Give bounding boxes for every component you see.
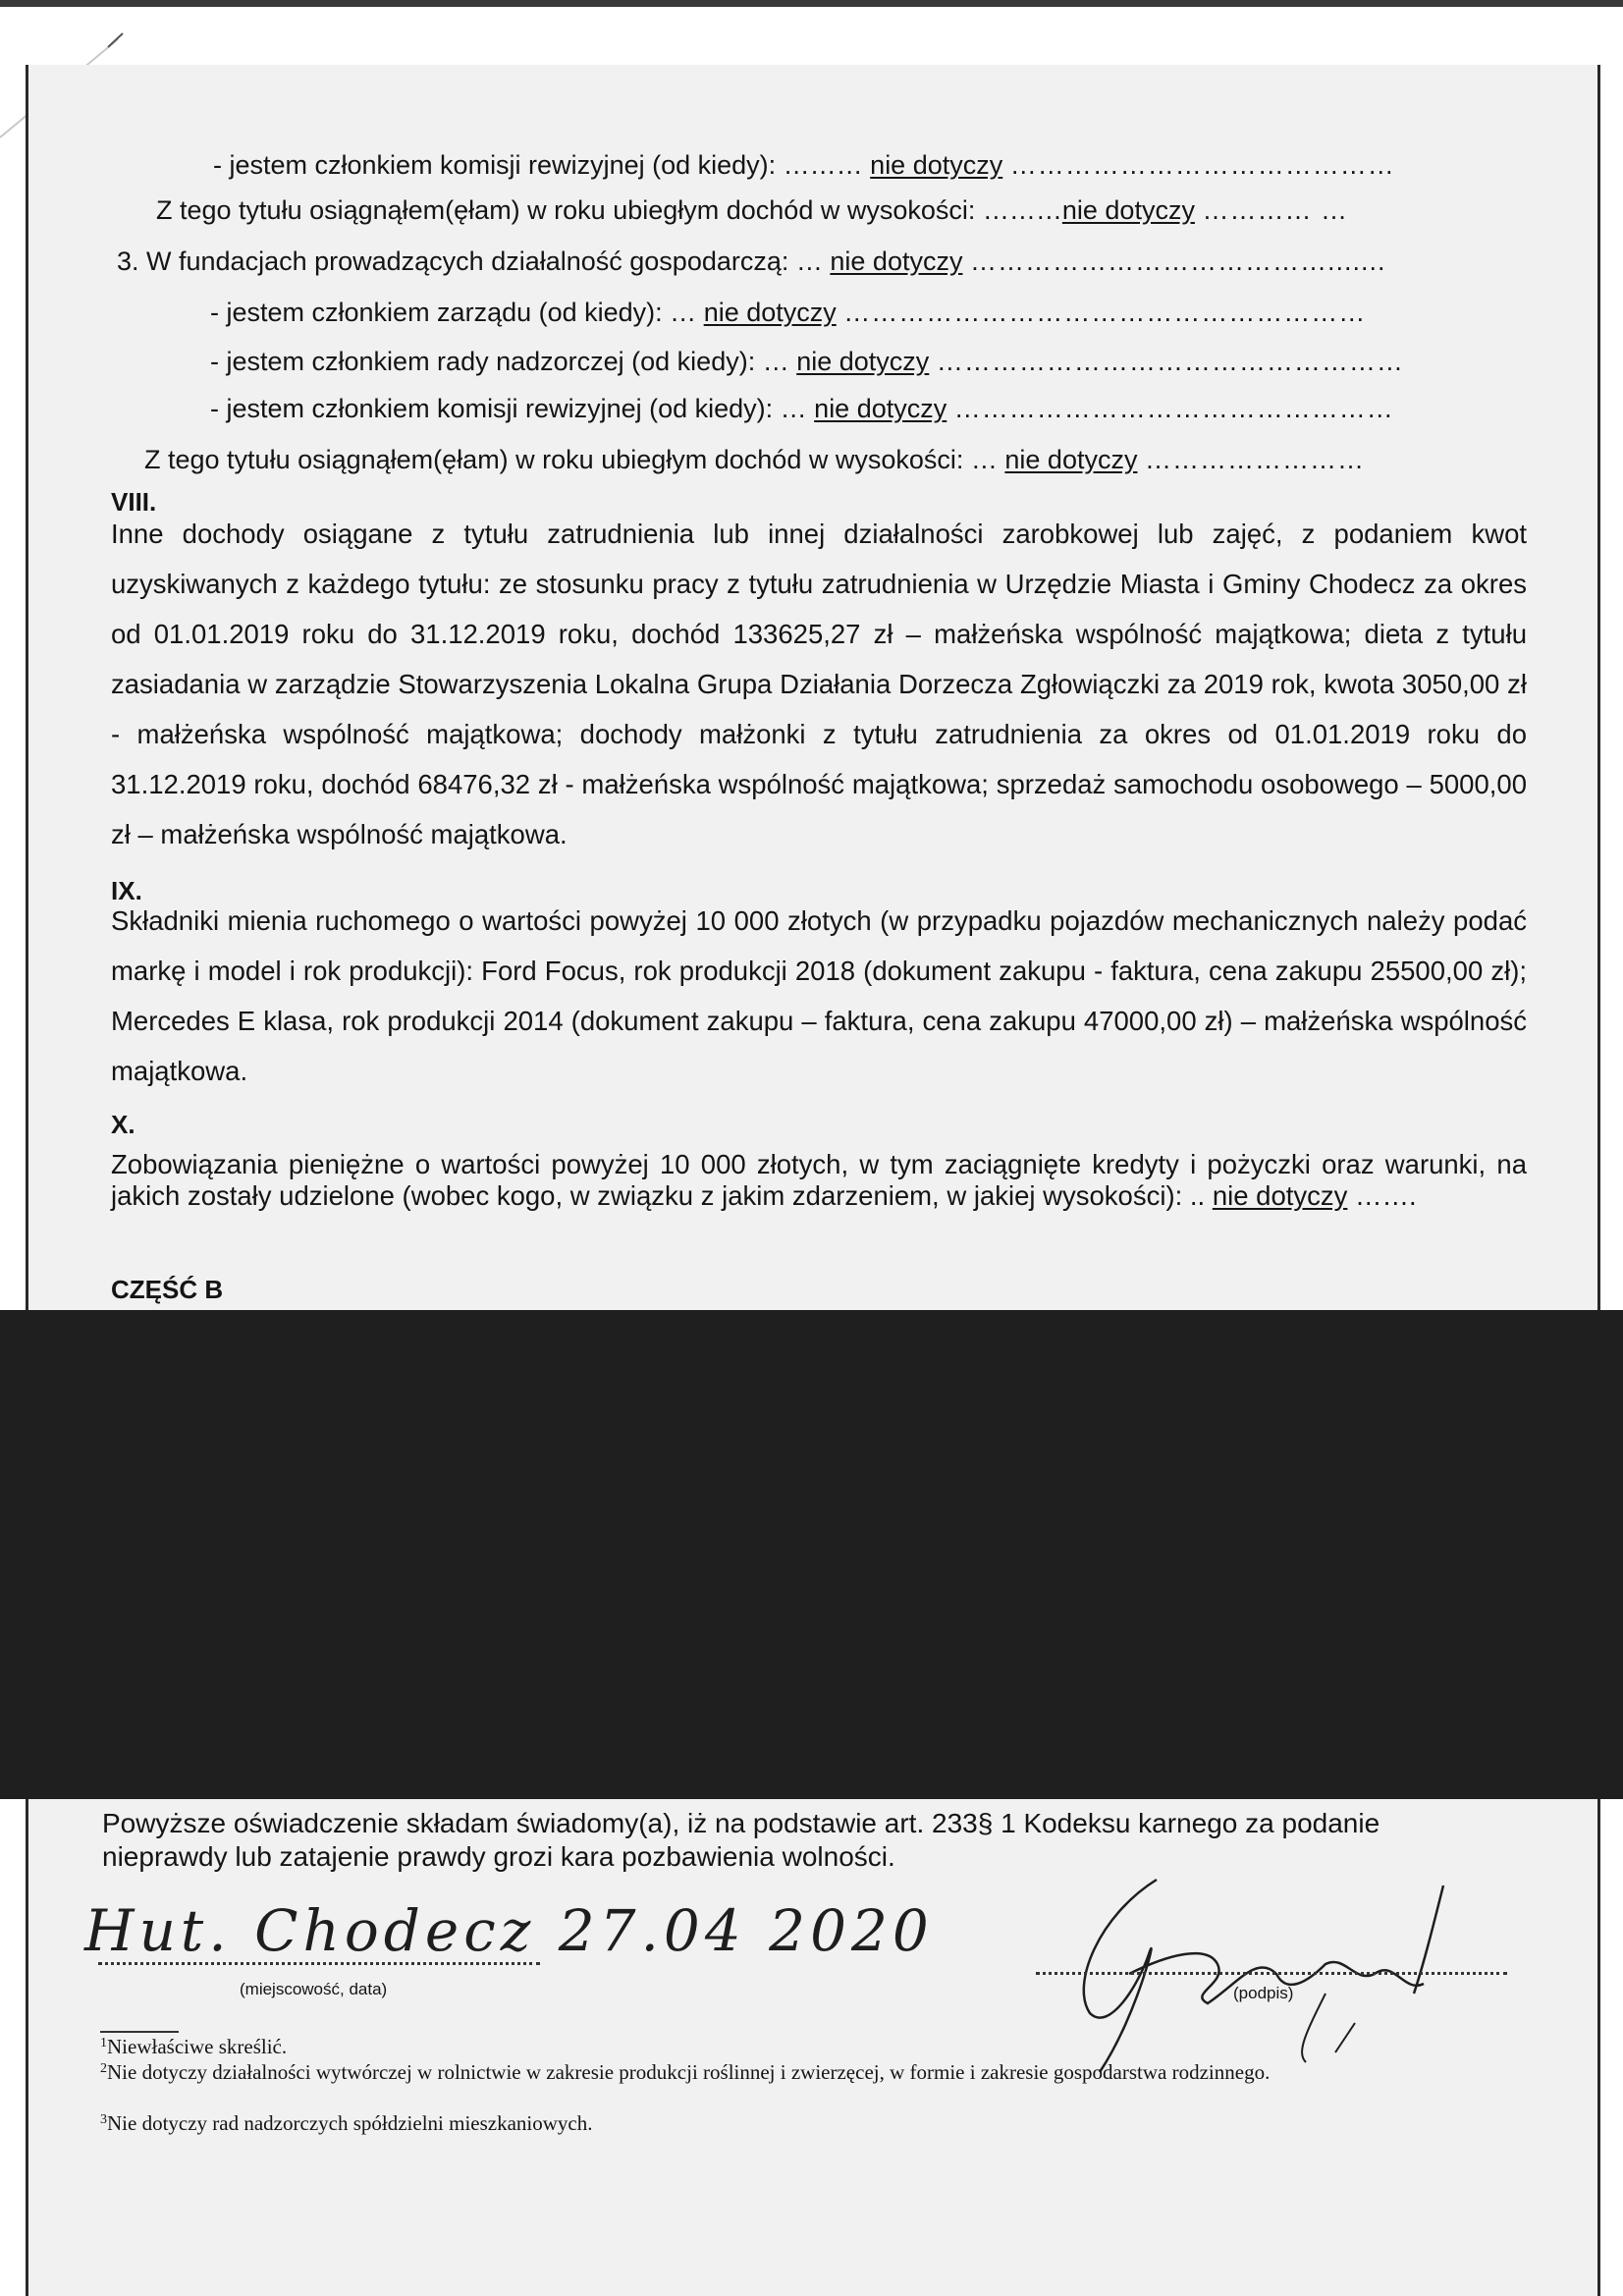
redaction-block xyxy=(0,1310,1623,1799)
line-audit-member: - jestem członkiem komisji rewizyjnej (od kiedy): … nie dotyczy ………………………………………… xyxy=(210,394,1394,423)
declaration-text: Powyższe oświadczenie składam świadomy(a), iż na podstawie art. 233§ 1 Kodeksu karnego za podanie nieprawdy lub zatajenie prawdy grozi kara pozbawienia wolności. xyxy=(102,1808,1380,1872)
footnote-rule xyxy=(100,2031,179,2033)
section-8-heading: VIII. xyxy=(111,487,157,517)
line-foundation-income: Z tego tytułu osiągnąłem(ęłam) w roku ubiegłym dochód w wysokości: … nie dotyczy …………………… xyxy=(144,445,1365,474)
footnote-2: $^2$Nie dotyczy działalności wytwórczej w rolnictwie w zakresie produkcji roślinnej i zwierzęcej, w formie i zakresie gospodarstwa rodzinnego. xyxy=(100,2060,1271,2084)
scan-top-edge xyxy=(0,0,1623,7)
line-income: Z tego tytułu osiągnąłem(ęłam) w roku ubiegłym dochód w wysokości: ………nie dotyczy ………… … xyxy=(156,195,1348,225)
part-b-heading: CZĘŚĆ B xyxy=(111,1275,224,1304)
footnote-3: $^3$Nie dotyczy rad nadzorczych spółdzielni mieszkaniowych. xyxy=(100,2111,593,2135)
section-9-body: Składniki mienia ruchomego o wartości powyżej 10 000 złotych (w przypadku pojazdów mechanicznych należy podać markę i model i rok produkcji): Ford Focus, rok produkcji 2018 (dokument zakupu - faktura, cena zakupu 25500,00 zł); Mercedes E klasa, rok produkcji 2014 (dokument zakupu – faktura, cena zakupu 47000,00 zł) – małżeńska wspólność majątkowa. xyxy=(111,905,1527,1086)
handwritten-place-date: Hut. Chodecz 27.04 2020 xyxy=(84,1897,934,1964)
section-10-heading: X. xyxy=(111,1110,135,1139)
signature-caption: (podpis) xyxy=(1233,1984,1294,2002)
section-9-heading: IX. xyxy=(111,876,142,905)
line-supervisory-member: - jestem członkiem rady nadzorczej (od kiedy): … nie dotyczy …………………………………………… xyxy=(210,347,1404,376)
section-10-body: Zobowiązania pieniężne o wartości powyżej 10 000 złotych, w tym zaciągnięte kredyty i pożyczki oraz warunki, na jakich zostały udzielone (wobec kogo, w związku z jakim zdarzeniem, w jakiej wysokości): .. nie dotyczy ……. xyxy=(111,1149,1527,1211)
line-committee-member: - jestem członkiem komisji rewizyjnej (od kiedy): ……… nie dotyczy …………………………………… xyxy=(213,150,1395,180)
line-board-member: - jestem członkiem zarządu (od kiedy): … nie dotyczy ………………………………………………… xyxy=(210,298,1367,327)
place-date-dotted-line xyxy=(98,1962,540,1965)
footnote-1: $^1$Niewłaściwe skreślić. xyxy=(100,2035,288,2058)
place-date-caption: (miejscowość, data) xyxy=(240,1980,388,1998)
section-8-body: Inne dochody osiągane z tytułu zatrudnienia lub innej działalności zarobkowej lub zajęć, z podaniem kwot uzyskiwanych z każdego tytułu: ze stosunku pracy z tytułu zatrudnienia w Urzędzie Miasta i Gminy Chodecz za okres od 01.01.2019 roku do 31.12.2019 roku, dochód 133625,27 zł – małżeńska wspólność majątkowa; dieta z tytułu zasiadania w zarządzie Stowarzyszenia Lokalna Grupa Działania Dorzecza Zgłowiączki za 2019 rok, kwota 3050,00 zł - małżeńska wspólność majątkowa; dochody małżonki z tytułu zatrudnienia za okres od 01.01.2019 roku do 31.12.2019 roku, dochód 68476,32 zł - małżeńska wspólność majątkowa; sprzedaż samochodu osobowego – 5000,00 zł – małżeńska wspólność majątkowa. xyxy=(111,519,1527,849)
signature-dotted-line xyxy=(1036,1972,1507,1975)
line-foundations: 3. W fundacjach prowadzących działalność gospodarczą: … nie dotyczy …………………………………....... xyxy=(117,246,1386,276)
